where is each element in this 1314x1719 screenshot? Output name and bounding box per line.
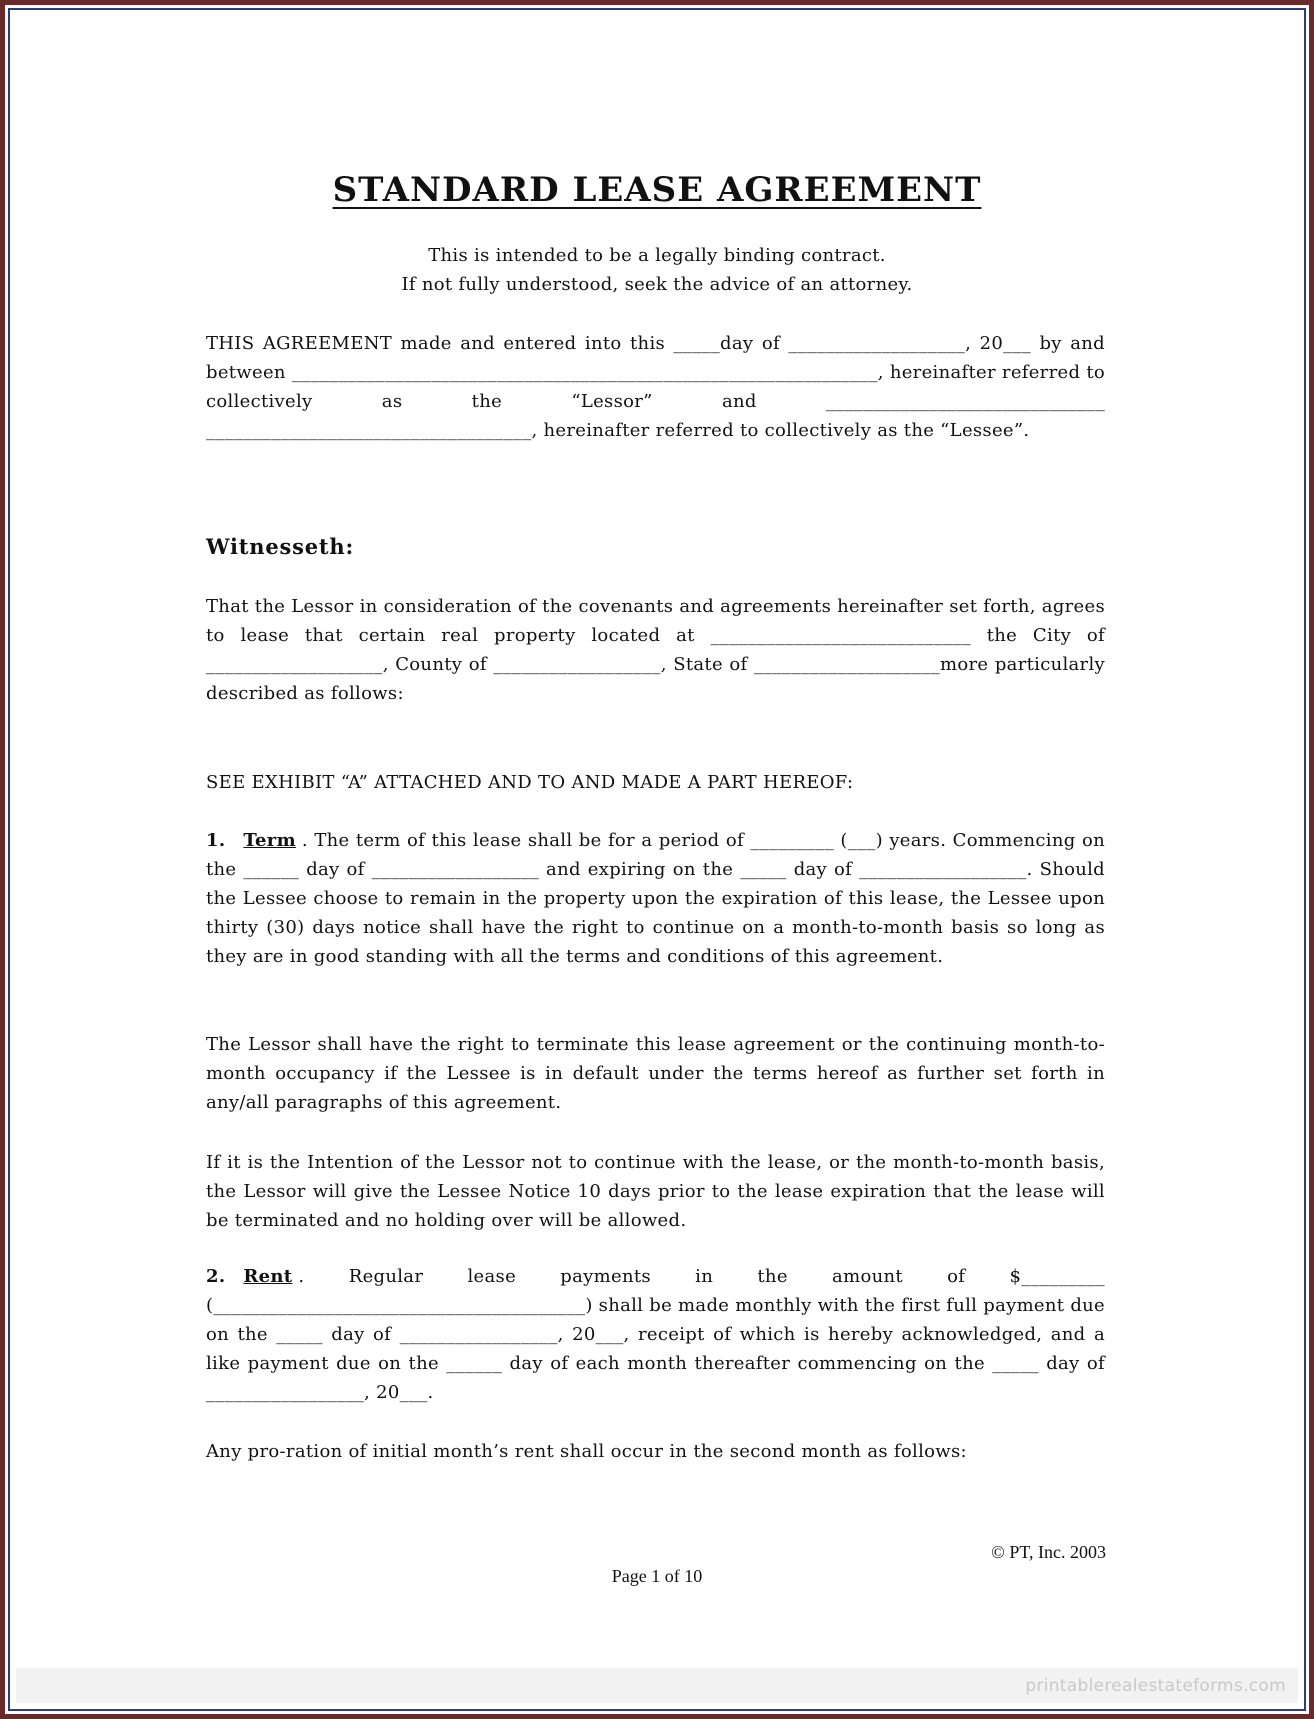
exhibit-line: SEE EXHIBIT “A” ATTACHED AND TO AND MADE A PART HEREOF: bbox=[206, 772, 854, 793]
proration-line: Any pro-ration of initial month’s rent shall occur in the second month as follows: bbox=[206, 1441, 967, 1462]
intention-paragraph: If it is the Intention of the Lessor not to continue with the lease, or the month-to-month basis, the Lessor will give the Lessee Notice 10 days prior to the lease expiration that the lease will be terminated and no holding over will be allowed. bbox=[206, 1152, 1105, 1231]
section-rent-text: . Regular lease payments in the amount of $_________ (________________________________________) shall be made monthly with the first full payment due on the _____ day of _________________, 20___, receipt of which is hereby acknowledged, and a like payment due on the ______ day of each month thereafter commencing on the _____ day of _________________, 20___. bbox=[206, 1266, 1106, 1403]
section-term-number: 1. bbox=[206, 830, 226, 851]
section-rent bbox=[206, 1262, 1105, 1407]
document-title bbox=[0, 170, 1314, 210]
section-rent-title: Rent bbox=[243, 1266, 293, 1287]
section-term bbox=[206, 826, 1105, 971]
document-title-text: STANDARD LEASE AGREEMENT bbox=[332, 170, 982, 210]
copyright-notice: © PT, Inc. 2003 bbox=[991, 1542, 1106, 1562]
watermark-text: printablerealestateforms.com bbox=[1025, 1676, 1286, 1696]
section-term-text: . The term of this lease shall be for a period of _________ (___) years. Commencing on the ______ day of __________________ and expiring on the _____ day of __________________. Should the Lessee choose to remain in the property upon the expiration of this lease, the Lessee upon thirty (30) days notice shall have the right to continue on a month-to-month basis so long as they are in good standing with all the terms and conditions of this agreement. bbox=[206, 830, 1105, 967]
subtitle-line-2: If not fully understood, seek the advice of an attorney. bbox=[401, 274, 913, 295]
page-number: Page 1 of 10 bbox=[611, 1566, 703, 1586]
section-rent-number: 2. bbox=[206, 1266, 226, 1287]
subtitle-line-1: This is intended to be a legally binding contract. bbox=[428, 245, 886, 266]
terminate-paragraph: The Lessor shall have the right to terminate this lease agreement or the continuing month-to-month occupancy if the Lessee is in default under the terms hereof as further set forth in any/all paragraphs of this agreement. bbox=[206, 1034, 1105, 1113]
section-term-title: Term bbox=[243, 830, 296, 851]
witnesseth-heading: Witnesseth: bbox=[206, 534, 355, 559]
intro-paragraph: THIS AGREEMENT made and entered into this _____day of ___________________, 20___ by and between _______________________________________________________________, hereinafter referred to collectively as the “Lessor” and ______________________________ ___________________________________, hereinafter referred to collectively as the “Lessee”. bbox=[206, 333, 1105, 441]
witnesseth-paragraph: That the Lessor in consideration of the covenants and agreements hereinafter set forth, agrees to lease that certain real property located at ____________________________ the City of ___________________, County of __________________, State of ____________________more particularly described as follows: bbox=[206, 596, 1105, 704]
